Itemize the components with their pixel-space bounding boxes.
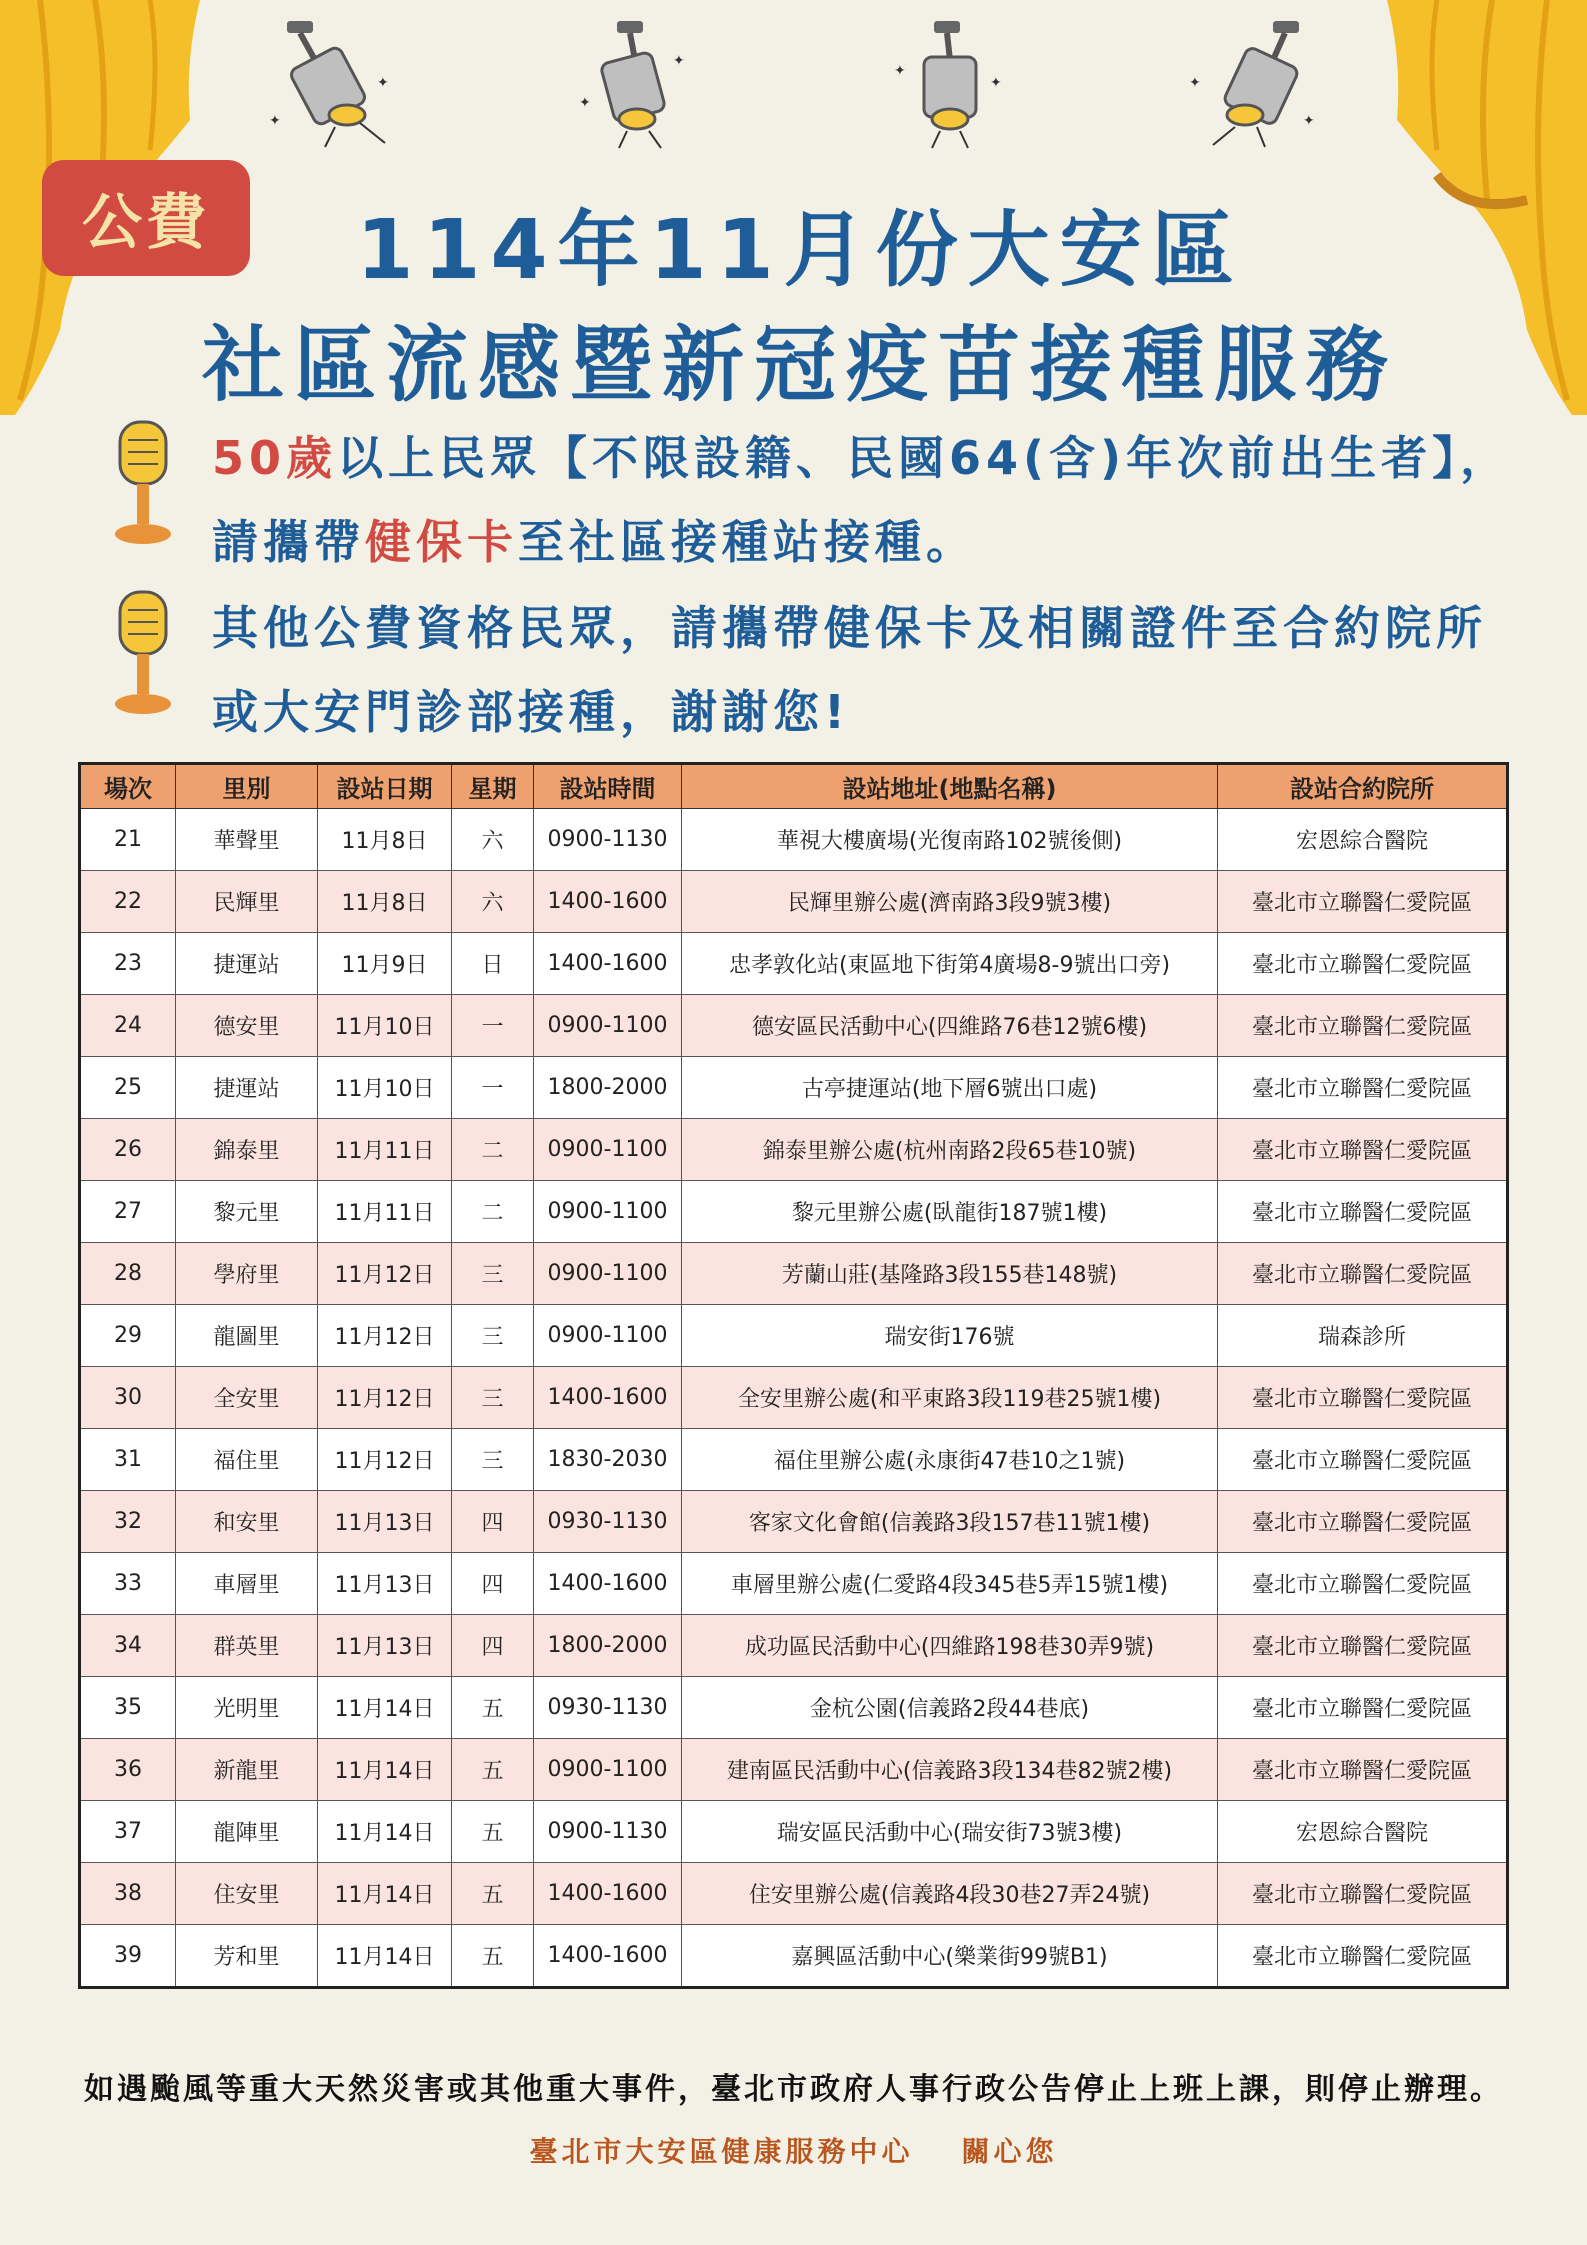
- cell-weekday: 二: [452, 1119, 534, 1181]
- cell-clinic: 臺北市立聯醫仁愛院區: [1218, 1615, 1508, 1677]
- cell-village: 和安里: [176, 1491, 318, 1553]
- svg-text:✦: ✦: [579, 95, 591, 111]
- notice-text-b: 至社區接種站接種。: [518, 515, 977, 569]
- cell-date: 11月12日: [318, 1429, 452, 1491]
- cell-time: 0900-1100: [534, 1181, 682, 1243]
- cell-date: 11月11日: [318, 1181, 452, 1243]
- cell-address: 金杭公園(信義路2段44巷底): [682, 1677, 1218, 1739]
- svg-text:✦: ✦: [1303, 113, 1315, 129]
- cell-clinic: 臺北市立聯醫仁愛院區: [1218, 1243, 1508, 1305]
- header-address: 設站地址(地點名稱): [682, 764, 1218, 809]
- cell-weekday: 四: [452, 1553, 534, 1615]
- cell-weekday: 日: [452, 933, 534, 995]
- table-row: [80, 1801, 1508, 1863]
- cell-clinic: 臺北市立聯醫仁愛院區: [1218, 1863, 1508, 1925]
- table-header-row: [80, 764, 1508, 809]
- cell-session: 31: [80, 1429, 176, 1491]
- cell-village: 新龍里: [176, 1739, 318, 1801]
- cell-clinic: 臺北市立聯醫仁愛院區: [1218, 1367, 1508, 1429]
- page-subtitle: 社區流感暨新冠疫苗接種服務: [201, 318, 1398, 413]
- cell-session: 34: [80, 1615, 176, 1677]
- cell-clinic: 臺北市立聯醫仁愛院區: [1218, 1925, 1508, 1988]
- cell-session: 27: [80, 1181, 176, 1243]
- cell-village: 捷運站: [176, 933, 318, 995]
- header-weekday: 星期: [452, 764, 534, 809]
- cell-village: 福住里: [176, 1429, 318, 1491]
- cell-village: 德安里: [176, 995, 318, 1057]
- cell-weekday: 二: [452, 1181, 534, 1243]
- cell-village: 民輝里: [176, 871, 318, 933]
- cell-address: 車層里辦公處(仁愛路4段345巷5弄15號1樓): [682, 1553, 1218, 1615]
- cell-time: 0900-1100: [534, 1739, 682, 1801]
- header-village: 里別: [176, 764, 318, 809]
- cell-village: 黎元里: [176, 1181, 318, 1243]
- cell-date: 11月12日: [318, 1305, 452, 1367]
- cell-date: 11月8日: [318, 871, 452, 933]
- svg-text:✦: ✦: [269, 113, 281, 129]
- cell-weekday: 四: [452, 1491, 534, 1553]
- cell-weekday: 五: [452, 1801, 534, 1863]
- cell-clinic: 臺北市立聯醫仁愛院區: [1218, 871, 1508, 933]
- notice-other: 其他公費資格民眾，請攜帶健保卡及相關證件至合約院所或大安門診部接種，謝謝您!: [212, 601, 1487, 739]
- svg-text:✦: ✦: [894, 63, 906, 79]
- table-row: [80, 1243, 1508, 1305]
- footer-org: 臺北市大安區健康服務中心: [529, 2135, 914, 2168]
- cell-address: 黎元里辦公處(臥龍街187號1樓): [682, 1181, 1218, 1243]
- cell-clinic: 臺北市立聯醫仁愛院區: [1218, 933, 1508, 995]
- cell-session: 38: [80, 1863, 176, 1925]
- cell-time: 0900-1100: [534, 1243, 682, 1305]
- table-row: [80, 1863, 1508, 1925]
- svg-text:✦: ✦: [1189, 75, 1201, 91]
- cell-village: 芳和里: [176, 1925, 318, 1988]
- cell-weekday: 六: [452, 809, 534, 871]
- cell-clinic: 臺北市立聯醫仁愛院區: [1218, 995, 1508, 1057]
- cell-village: 群英里: [176, 1615, 318, 1677]
- cell-clinic: 臺北市立聯醫仁愛院區: [1218, 1553, 1508, 1615]
- cell-address: 芳蘭山莊(基隆路3段155巷148號): [682, 1243, 1218, 1305]
- footer-note: 如遇颱風等重大天然災害或其他重大事件，臺北市政府人事行政公告停止上班上課，則停止辦理。: [84, 2072, 1503, 2107]
- cell-village: 華聲里: [176, 809, 318, 871]
- cell-address: 古亭捷運站(地下層6號出口處): [682, 1057, 1218, 1119]
- cell-time: 0930-1130: [534, 1491, 682, 1553]
- cell-address: 華視大樓廣場(光復南路102號後側): [682, 809, 1218, 871]
- cell-session: 32: [80, 1491, 176, 1553]
- cell-time: 0900-1100: [534, 1305, 682, 1367]
- cell-clinic: 臺北市立聯醫仁愛院區: [1218, 1119, 1508, 1181]
- cell-time: 1400-1600: [534, 1367, 682, 1429]
- cell-session: 22: [80, 871, 176, 933]
- cell-date: 11月14日: [318, 1925, 452, 1988]
- cell-session: 36: [80, 1739, 176, 1801]
- table-row: [80, 995, 1508, 1057]
- notice-card: 健保卡: [365, 515, 518, 569]
- cell-village: 全安里: [176, 1367, 318, 1429]
- cell-weekday: 三: [452, 1367, 534, 1429]
- svg-text:✦: ✦: [990, 75, 1002, 91]
- cell-clinic: 臺北市立聯醫仁愛院區: [1218, 1057, 1508, 1119]
- cell-session: 35: [80, 1677, 176, 1739]
- cell-village: 光明里: [176, 1677, 318, 1739]
- cell-clinic: 宏恩綜合醫院: [1218, 809, 1508, 871]
- cell-clinic: 臺北市立聯醫仁愛院區: [1218, 1491, 1508, 1553]
- spotlight-icon: [575, 15, 695, 150]
- cell-date: 11月8日: [318, 809, 452, 871]
- table-row: [80, 1429, 1508, 1491]
- cell-weekday: 三: [452, 1305, 534, 1367]
- table-row: [80, 1925, 1508, 1988]
- cell-village: 捷運站: [176, 1057, 318, 1119]
- table-row: [80, 809, 1508, 871]
- cell-address: 住安里辦公處(信義路4段30巷27弄24號): [682, 1863, 1218, 1925]
- cell-time: 1800-2000: [534, 1057, 682, 1119]
- cell-weekday: 四: [452, 1615, 534, 1677]
- cell-address: 客家文化會館(信義路3段157巷11號1樓): [682, 1491, 1218, 1553]
- table-row: [80, 1057, 1508, 1119]
- svg-text:✦: ✦: [673, 53, 685, 69]
- cell-weekday: 五: [452, 1739, 534, 1801]
- cell-weekday: 三: [452, 1243, 534, 1305]
- cell-clinic: 臺北市立聯醫仁愛院區: [1218, 1739, 1508, 1801]
- cell-address: 瑞安街176號: [682, 1305, 1218, 1367]
- spotlight-icon: [890, 15, 1010, 150]
- header-session: 場次: [80, 764, 176, 809]
- cell-session: 37: [80, 1801, 176, 1863]
- header-clinic: 設站合約院所: [1218, 764, 1508, 809]
- cell-village: 龍圖里: [176, 1305, 318, 1367]
- cell-village: 車層里: [176, 1553, 318, 1615]
- cell-weekday: 五: [452, 1925, 534, 1988]
- notice-text-a: 以上民眾【不限設籍、民國64(含)年次前出生者】，請攜帶: [212, 431, 1512, 569]
- cell-address: 全安里辦公處(和平東路3段119巷25號1樓): [682, 1367, 1218, 1429]
- microphone-icon: [108, 588, 178, 718]
- schedule-table: [78, 762, 1509, 1989]
- table-row: [80, 1181, 1508, 1243]
- cell-village: 住安里: [176, 1863, 318, 1925]
- spotlight-icon: [1185, 15, 1325, 150]
- cell-session: 26: [80, 1119, 176, 1181]
- table-row: [80, 1367, 1508, 1429]
- cell-weekday: 五: [452, 1863, 534, 1925]
- cell-date: 11月10日: [318, 995, 452, 1057]
- cell-session: 33: [80, 1553, 176, 1615]
- cell-clinic: 臺北市立聯醫仁愛院區: [1218, 1429, 1508, 1491]
- cell-time: 1830-2030: [534, 1429, 682, 1491]
- cell-time: 1400-1600: [534, 871, 682, 933]
- cell-date: 11月9日: [318, 933, 452, 995]
- cell-clinic: 宏恩綜合醫院: [1218, 1801, 1508, 1863]
- cell-session: 23: [80, 933, 176, 995]
- svg-text:✦: ✦: [377, 75, 389, 91]
- cell-clinic: 臺北市立聯醫仁愛院區: [1218, 1181, 1508, 1243]
- cell-weekday: 一: [452, 995, 534, 1057]
- cell-time: 1400-1600: [534, 1863, 682, 1925]
- cell-date: 11月14日: [318, 1739, 452, 1801]
- cell-session: 39: [80, 1925, 176, 1988]
- cell-address: 忠孝敦化站(東區地下街第4廣場8-9號出口旁): [682, 933, 1218, 995]
- cell-session: 25: [80, 1057, 176, 1119]
- cell-date: 11月12日: [318, 1367, 452, 1429]
- table-row: [80, 1119, 1508, 1181]
- cell-address: 錦泰里辦公處(杭州南路2段65巷10號): [682, 1119, 1218, 1181]
- table-row: [80, 1677, 1508, 1739]
- table-row: [80, 1739, 1508, 1801]
- footer-signature: [0, 2130, 1587, 2170]
- cell-address: 嘉興區活動中心(樂業街99號B1): [682, 1925, 1218, 1988]
- cell-date: 11月12日: [318, 1243, 452, 1305]
- cell-session: 24: [80, 995, 176, 1057]
- table-row: [80, 1615, 1508, 1677]
- cell-time: 0900-1100: [534, 1119, 682, 1181]
- cell-time: 0900-1130: [534, 1801, 682, 1863]
- microphone-icon: [108, 418, 178, 548]
- notice-eligibility: [212, 416, 1512, 584]
- cell-date: 11月13日: [318, 1553, 452, 1615]
- cell-clinic: 臺北市立聯醫仁愛院區: [1218, 1677, 1508, 1739]
- cell-time: 1400-1600: [534, 933, 682, 995]
- cell-village: 龍陣里: [176, 1801, 318, 1863]
- cell-session: 30: [80, 1367, 176, 1429]
- cell-date: 11月13日: [318, 1491, 452, 1553]
- cell-date: 11月10日: [318, 1057, 452, 1119]
- badge-label: 公費: [82, 188, 210, 258]
- cell-address: 德安區民活動中心(四維路76巷12號6樓): [682, 995, 1218, 1057]
- cell-date: 11月14日: [318, 1677, 452, 1739]
- cell-date: 11月14日: [318, 1863, 452, 1925]
- header-date: 設站日期: [318, 764, 452, 809]
- cell-time: 1400-1600: [534, 1925, 682, 1988]
- table-row: [80, 1305, 1508, 1367]
- cell-weekday: 三: [452, 1429, 534, 1491]
- spotlight-icon: [265, 15, 405, 150]
- cell-weekday: 六: [452, 871, 534, 933]
- cell-address: 福住里辦公處(永康街47巷10之1號): [682, 1429, 1218, 1491]
- cell-session: 28: [80, 1243, 176, 1305]
- cell-time: 0900-1130: [534, 809, 682, 871]
- cell-time: 0900-1100: [534, 995, 682, 1057]
- cell-time: 0930-1130: [534, 1677, 682, 1739]
- table-row: [80, 1491, 1508, 1553]
- cell-weekday: 五: [452, 1677, 534, 1739]
- cell-village: 錦泰里: [176, 1119, 318, 1181]
- header-time: 設站時間: [534, 764, 682, 809]
- cell-date: 11月14日: [318, 1801, 452, 1863]
- cell-date: 11月11日: [318, 1119, 452, 1181]
- cell-time: 1800-2000: [534, 1615, 682, 1677]
- table-row: [80, 871, 1508, 933]
- table-row: [80, 933, 1508, 995]
- table-row: [80, 1553, 1508, 1615]
- cell-address: 建南區民活動中心(信義路3段134巷82號2樓): [682, 1739, 1218, 1801]
- cell-session: 29: [80, 1305, 176, 1367]
- cell-address: 瑞安區民活動中心(瑞安街73號3樓): [682, 1801, 1218, 1863]
- footer-care: 關心您: [961, 2135, 1058, 2168]
- cell-date: 11月13日: [318, 1615, 452, 1677]
- notice-age: 50歲: [212, 431, 338, 485]
- page-title: 114年11月份大安區: [356, 203, 1244, 298]
- cell-session: 21: [80, 809, 176, 871]
- cell-clinic: 瑞森診所: [1218, 1305, 1508, 1367]
- cell-address: 民輝里辦公處(濟南路3段9號3樓): [682, 871, 1218, 933]
- cell-weekday: 一: [452, 1057, 534, 1119]
- cell-village: 學府里: [176, 1243, 318, 1305]
- cell-address: 成功區民活動中心(四維路198巷30弄9號): [682, 1615, 1218, 1677]
- cell-time: 1400-1600: [534, 1553, 682, 1615]
